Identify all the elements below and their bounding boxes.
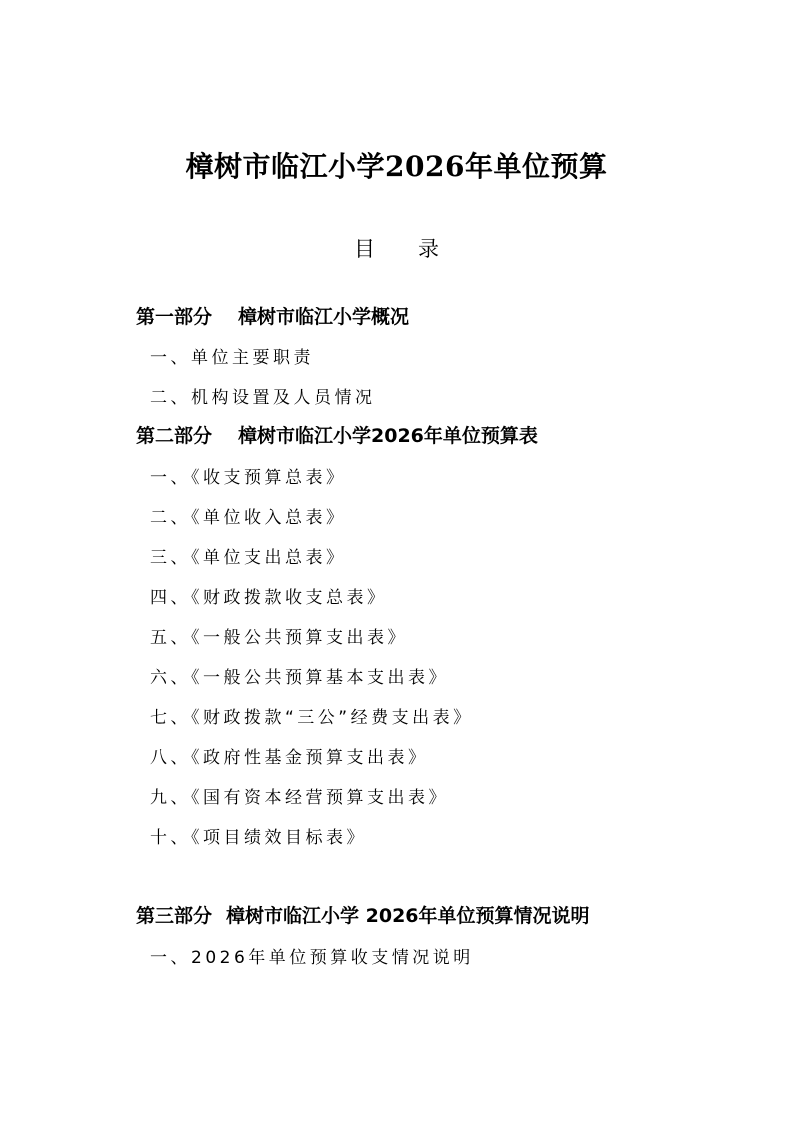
toc-heading-first-char: 目 — [354, 237, 375, 261]
part-2-heading — [136, 421, 538, 448]
document-title: 樟树市临江小学2026年单位预算 — [185, 150, 608, 183]
part-1-heading — [136, 302, 409, 329]
part-3-heading — [136, 901, 590, 928]
part-3-label: 第三部分 — [136, 905, 213, 927]
part-1-title: 樟树市临江小学概况 — [238, 306, 410, 328]
toc-item: 一、2026年单位预算收支情况说明 — [150, 948, 474, 968]
toc-heading-second-char: 录 — [418, 237, 439, 261]
toc-item: 七、《财政拨款“三公”经费支出表》 — [150, 708, 474, 728]
part-1-label: 第一部分 — [136, 306, 213, 328]
toc-item: 六、《一般公共预算基本支出表》 — [150, 668, 449, 688]
toc-item: 四、《财政拨款收支总表》 — [150, 588, 388, 608]
toc-item: 三、《单位支出总表》 — [150, 548, 347, 568]
toc-item: 十、《项目绩效目标表》 — [150, 828, 367, 848]
toc-item: 九、《国有资本经营预算支出表》 — [150, 788, 449, 808]
part-2-title: 樟树市临江小学2026年单位预算表 — [238, 425, 538, 447]
toc-item: 一、单位主要职责 — [150, 348, 314, 368]
part-2-label: 第二部分 — [136, 425, 213, 447]
toc-item: 二、机构设置及人员情况 — [150, 388, 376, 408]
toc-item: 二、《单位收入总表》 — [150, 508, 347, 528]
toc-item: 一、《收支预算总表》 — [150, 468, 347, 488]
toc-item: 五、《一般公共预算支出表》 — [150, 628, 408, 648]
toc-item: 八、《政府性基金预算支出表》 — [150, 748, 429, 768]
part-3-title: 樟树市临江小学 2026年单位预算情况说明 — [226, 905, 590, 927]
